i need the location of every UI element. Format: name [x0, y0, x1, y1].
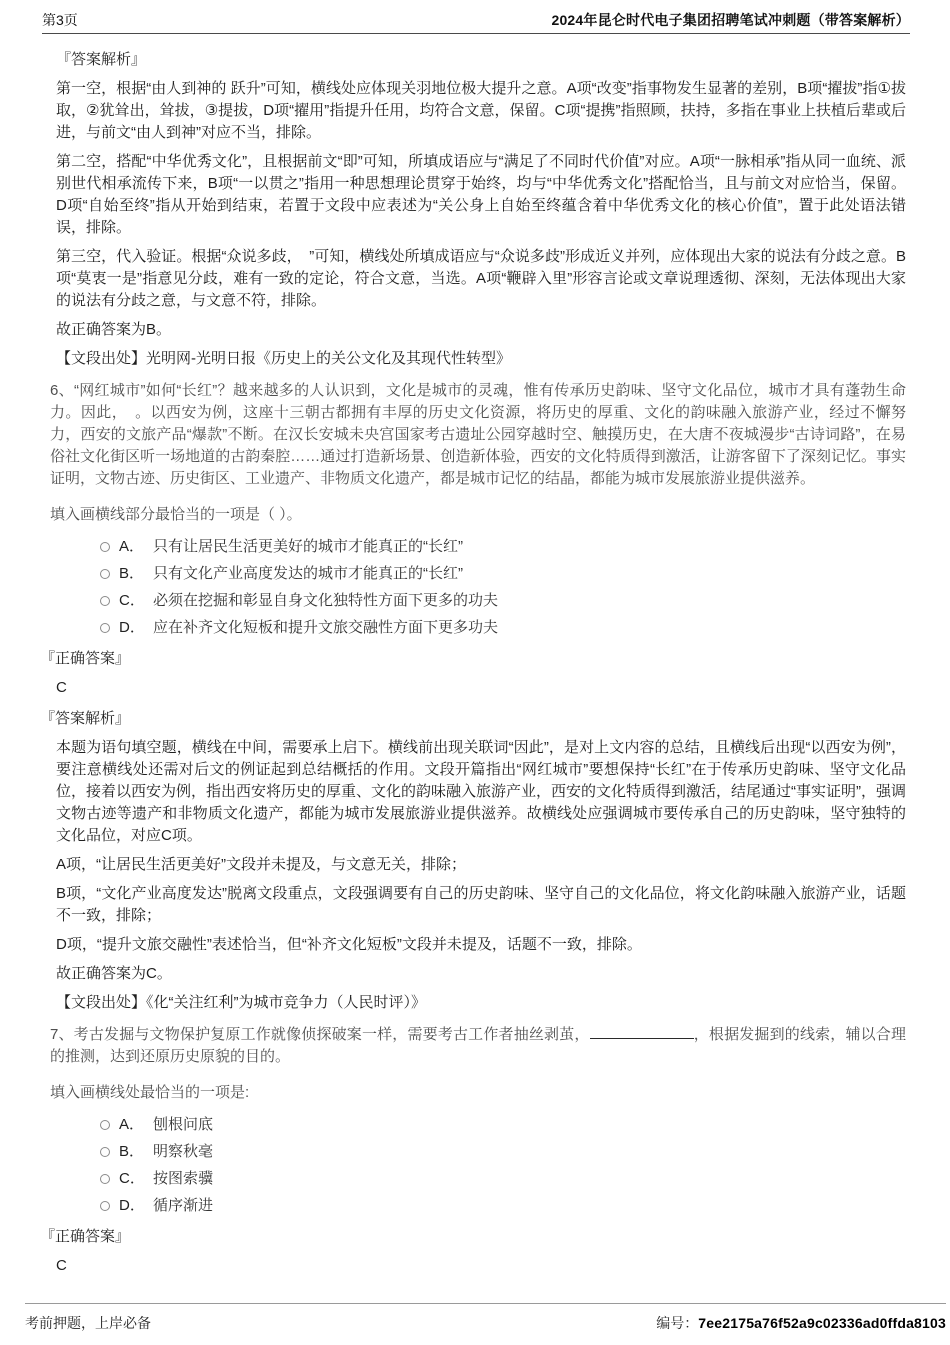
page-footer: [25, 1303, 946, 1333]
option-row-a[interactable]: [100, 1114, 906, 1136]
option-text: 按图索骥: [153, 1170, 214, 1187]
document-body: [40, 40, 906, 1285]
radio-button-icon[interactable]: [100, 1120, 110, 1130]
correct-answer-heading-q7: 『正确答案』: [40, 1228, 131, 1245]
option-letter: A．: [119, 1116, 145, 1133]
footer-document-id: [656, 1313, 946, 1333]
radio-button-icon[interactable]: [100, 596, 110, 606]
document-id-value: 7ee2175a76f52a9c02336ad0ffda8103: [698, 1315, 946, 1331]
question-7-stem-after: ，根据发掘到的线索，辅以合理的推测，达到还原历史原貌的目的。: [50, 1026, 906, 1065]
question-7-prompt: 填入画横线处最恰当的一项是:: [50, 1084, 250, 1101]
option-text: 必须在挖掘和彰显自身文化独特性方面下更多的功夫: [153, 592, 499, 609]
analysis-paragraph-third-blank: 第三空，代入验证。根据“众说多歧， ”可知，横线处所填成语应与“众说多歧”形成近义并列，应体现出大家的说法有分歧之意。B项“莫衷一是”指意见分歧，难有一致的定论，符合文意，当选。A项“鞭辟入里”形容言论或文章说理透彻、深刻，无法体现出大家的说法有分歧之意，与文意不符，排除。: [56, 248, 906, 309]
option-row-b[interactable]: [100, 563, 906, 585]
option-letter: D．: [119, 1197, 145, 1214]
option-letter: A．: [119, 538, 145, 555]
correct-answer-value-q7: C: [56, 1257, 67, 1274]
radio-button-icon[interactable]: [100, 542, 110, 552]
analysis-paragraph-q6: 本题为语句填空题，横线在中间，需要承上启下。横线前出现关联词“因此”，是对上文内容的总结，且横线后出现“以西安为例”，要注意横线处还需对后文的例证起到总结概括的作用。文段开篇指出“网红城市”要想保持“长红”在于传承历史韵味、坚守文化品位，接着以西安为例，指出西安将历史的厚重、文化的韵味融入旅游产业，西安的文化特质得到激活，结尾通过“事实证明”，强调文物古迹等遗产和非物质文化遗产，都能为城市发展旅游业提供滋养。故横线处应强调城市要传承自己的历史韵味，坚守独特的文化品位，对应C项。: [56, 739, 906, 844]
source-citation-q6: 【文段出处】《化“关注红利”为城市竞争力（人民时评）》: [56, 994, 426, 1011]
radio-button-icon[interactable]: [100, 1201, 110, 1211]
question-6-prompt: 填入画横线部分最恰当的一项是（ ）。: [50, 506, 302, 523]
document-title: 2024年昆仑时代电子集团招聘笔试冲刺题（带答案解析）: [551, 12, 910, 28]
option-row-c[interactable]: [100, 1168, 906, 1190]
option-letter: B．: [119, 565, 145, 582]
page-header: [42, 10, 910, 34]
document-id-label: 编号：: [656, 1315, 699, 1331]
option-row-c[interactable]: [100, 590, 906, 612]
option-row-d[interactable]: [100, 617, 906, 639]
analysis-heading-q5: 『答案解析』: [56, 51, 147, 68]
radio-button-icon[interactable]: [100, 623, 110, 633]
option-text: 循序渐进: [153, 1197, 214, 1214]
analysis-note-option-b: B项，“文化产业高度发达”脱离文段重点，文段强调要有自己的历史韵味、坚守自己的文化品位，将文化韵味融入旅游产业，话题不一致，排除；: [56, 885, 906, 924]
analysis-paragraph-second-blank: 第二空，搭配“中华优秀文化”，且根据前文“即”可知，所填成语应与“满足了不同时代价值”对应。A项“一脉相承”指从同一血统、派别世代相承流传下来，B项“一以贯之”指用一种思想理论贯穿于始终，均与“中华优秀文化”搭配恰当，且与前文对应恰当，保留。D项“自始至终”指从开始到结束，若置于文段中应表述为“关公身上自始至终蕴含着中华优秀文化的核心价值”，置于此处语法错误，排除。: [56, 153, 906, 236]
option-row-d[interactable]: [100, 1195, 906, 1217]
option-letter: C．: [119, 592, 145, 609]
blank-underline: [590, 1024, 694, 1039]
option-text: 明察秋毫: [153, 1143, 214, 1160]
option-letter: D．: [119, 619, 145, 636]
radio-button-icon[interactable]: [100, 1147, 110, 1157]
correct-answer-heading-q6: 『正确答案』: [40, 650, 131, 667]
radio-button-icon[interactable]: [100, 569, 110, 579]
option-text: 应在补齐文化短板和提升文旅交融性方面下更多功夫: [153, 619, 499, 636]
correct-answer-statement-q5: 故正确答案为B。: [56, 321, 172, 338]
analysis-note-option-a: A项，“让居民生活更美好”文段并未提及，与文意无关，排除；: [56, 856, 466, 873]
analysis-heading-q6: 『答案解析』: [40, 710, 131, 727]
analysis-note-option-d: D项，“提升文旅交融性”表述恰当，但“补齐文化短板”文段并未提及，话题不一致，排除。: [56, 936, 642, 953]
option-row-b[interactable]: [100, 1141, 906, 1163]
question-7-stem-before: 7、考古发掘与文物保护复原工作就像侦探破案一样，需要考古工作者抽丝剥茧，: [50, 1026, 590, 1043]
option-text: 刨根问底: [153, 1116, 214, 1133]
correct-answer-statement-q6: 故正确答案为C。: [56, 965, 172, 982]
footer-slogan: 考前押题，上岸必备: [25, 1315, 151, 1331]
option-row-a[interactable]: [100, 536, 906, 558]
question-7-options: [100, 1114, 906, 1217]
source-citation-q5: 【文段出处】光明网-光明日报《历史上的关公文化及其现代性转型》: [56, 350, 511, 367]
radio-button-icon[interactable]: [100, 1174, 110, 1184]
correct-answer-value-q6: C: [56, 679, 67, 696]
option-letter: C．: [119, 1170, 145, 1187]
question-6-options: [100, 536, 906, 639]
page-number: 第3页: [42, 12, 78, 28]
option-letter: B．: [119, 1143, 145, 1160]
option-text: 只有文化产业高度发达的城市才能真正的“长红”: [153, 565, 463, 582]
question-6-stem: 6、“网红城市”如何“长红”？越来越多的人认识到，文化是城市的灵魂，惟有传承历史韵味、坚守文化品位，城市才具有蓬勃生命力。因此， 。以西安为例，这座十三朝古都拥有丰厚的历史文化资源，将历史的厚重、文化的韵味融入旅游产业，经过不懈努力，西安的文旅产品“爆款”不断。在汉长安城未央宫国家考古遗址公园穿越时空、触摸历史，在大唐不夜城漫步“古诗词路”，在易俗社文化街区听一场地道的古韵秦腔……通过打造新场景、创造新体验，西安的文化特质得到激活，让游客留下了深刻记忆。事实证明，文物古迹、历史街区、工业遗产、非物质文化遗产，都是城市记忆的结晶，都能为城市发展旅游业提供滋养。: [50, 382, 906, 487]
question-7-stem: [50, 1024, 906, 1068]
analysis-paragraph-first-blank: 第一空，根据“由人到神的 跃升”可知，横线处应体现关羽地位极大提升之意。A项“改变”指事物发生显著的差别，B项“擢拔”指①拔取，②犹耸出，耸拔，③提拔，D项“擢用”指提升任用，均符合文意，保留。C项“提携”指照顾，扶持，多指在事业上扶植后辈或后进，与前文“由人到神”对应不当，排除。: [56, 80, 906, 141]
option-text: 只有让居民生活更美好的城市才能真正的“长红”: [153, 538, 463, 555]
